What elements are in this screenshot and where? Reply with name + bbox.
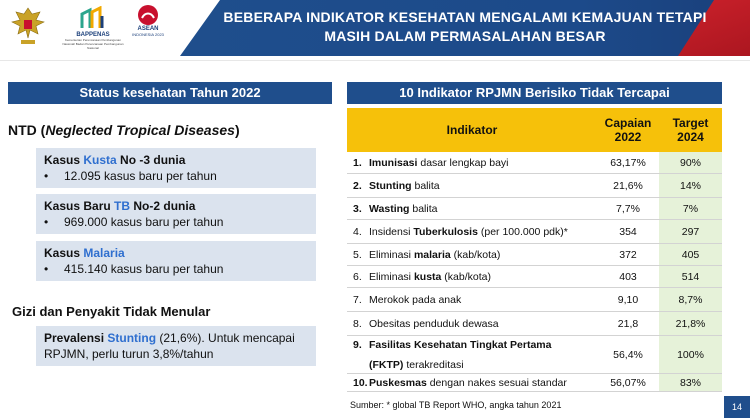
indikator-cell (347, 244, 597, 265)
stat-box-title-pre: Kasus (44, 153, 84, 167)
stat-box-kusta (36, 148, 316, 188)
page-title-line-2: MASIH DALAM PERMASALAHAN BESAR (324, 28, 606, 44)
target-header-line-1: Target (672, 116, 709, 130)
stat-box-title-highlight: Kusta (83, 153, 117, 167)
row-text-bold: Imunisasi (369, 156, 418, 169)
row-text-bold: Tuberkulosis (413, 225, 478, 238)
row-text-pre: Eliminasi (369, 248, 414, 261)
row-number: 1. (353, 156, 362, 169)
stat-box-title-pre: Kasus (44, 246, 84, 260)
table-row (347, 220, 722, 244)
indikator-cell (347, 288, 597, 311)
target-cell: 100% (659, 336, 722, 373)
row-text-pre: Eliminasi (369, 270, 414, 283)
table-row (347, 336, 722, 374)
stat-box-title-highlight: Malaria (83, 246, 125, 260)
table-row (347, 374, 722, 392)
capaian-cell: 372 (619, 248, 637, 261)
stat-box-title-highlight: TB (114, 199, 131, 213)
source-note: Sumber: * global TB Report WHO, angka tahun 2021 (350, 400, 562, 410)
table-row (347, 312, 722, 336)
table-row (347, 288, 722, 312)
row-text-pre: Insidensi (369, 225, 414, 238)
ntd-title-suffix: ) (234, 122, 240, 138)
target-cell: 7% (659, 198, 722, 219)
capaian-cell: 354 (619, 225, 637, 238)
row-number: 3. (353, 202, 362, 215)
row-text-rest: (per 100.000 pdk)* (477, 225, 568, 238)
ntd-title (8, 122, 240, 138)
indikator-cell (347, 220, 597, 243)
left-panel-heading: Status kesehatan Tahun 2022 (8, 82, 332, 104)
target-cell: 405 (659, 244, 722, 265)
target-cell: 83% (659, 374, 722, 391)
capaian-cell: 56,07% (610, 376, 646, 389)
capaian-cell: 9,10 (617, 293, 639, 306)
bappenas-logo-name: BAPPENAS (76, 32, 110, 38)
row-text-bold: Wasting (369, 202, 410, 215)
indikator-cell (347, 174, 597, 197)
indikator-cell (347, 152, 597, 173)
page-title (215, 8, 715, 46)
indikator-cell (347, 374, 597, 391)
stat-box-malaria (36, 241, 316, 281)
stat-box-title-post: No -3 dunia (116, 153, 186, 167)
header-divider (0, 60, 750, 61)
right-panel-heading: 10 Indikator RPJMN Berisiko Tidak Tercapai (347, 82, 722, 104)
ntd-title-prefix: NTD ( (8, 122, 46, 138)
target-cell: 21,8% (659, 312, 722, 335)
page-number: 14 (724, 396, 750, 418)
table-row (347, 198, 722, 220)
row-text-bold: Fasilitas Kesehatan Tingkat Pertama (369, 338, 552, 351)
row-number: 5. (353, 248, 362, 261)
column-header-capaian (597, 108, 659, 152)
row-text-rest: balita (411, 179, 440, 192)
row-text-rest: (kab/kota) (441, 270, 491, 283)
row-text-rest: dasar lengkap bayi (417, 156, 509, 169)
stat-box-item: • 969.000 kasus baru per tahun (44, 214, 308, 230)
table-body (347, 152, 722, 392)
row-text-rest: balita (409, 202, 438, 215)
capaian-cell: 63,17% (610, 156, 646, 169)
indikator-cell (347, 336, 597, 373)
stat-box-item: • 12.095 kasus baru per tahun (44, 168, 308, 184)
row-text-bold: Puskesmas (369, 376, 427, 389)
target-cell: 90% (659, 152, 722, 173)
row-text-pre: Obesitas penduduk dewasa (369, 317, 499, 330)
capaian-cell: 21,6% (613, 179, 643, 192)
row-number: 9. (353, 338, 362, 351)
row-number: 7. (353, 293, 362, 306)
stat-box-item: • 415.140 kasus baru per tahun (44, 261, 308, 277)
bappenas-logo-subtitle: Kementerian Perencanaan Pembangunan Nasional/ Badan Perencanaan Pembangunan Nasional (62, 38, 124, 50)
page-title-line-1: BEBERAPA INDIKATOR KESEHATAN MENGALAMI KEMAJUAN TETAPI (223, 9, 707, 25)
row-number: 10. (353, 376, 368, 389)
ntd-title-italic: Neglected Tropical Diseases (45, 122, 235, 138)
asean-logo-icon (137, 4, 159, 26)
garuda-logo-icon (10, 4, 46, 48)
prevalensi-text: (21,6%). Untuk mencapai RPJMN, perlu turun 3,8%/tahun (44, 331, 295, 361)
row-text-bold: Stunting (369, 179, 412, 192)
target-cell: 297 (659, 220, 722, 243)
target-cell: 14% (659, 174, 722, 197)
row-text-pre: Merokok pada anak (369, 293, 462, 306)
indikator-cell (347, 266, 597, 287)
gizi-title: Gizi dan Penyakit Tidak Menular (12, 304, 211, 319)
table-row (347, 266, 722, 288)
asean-logo-name: ASEAN (137, 26, 159, 32)
capaian-header-line-1: Capaian (604, 116, 652, 130)
indikator-cell (347, 312, 597, 335)
target-cell: 514 (659, 266, 722, 287)
row-text-bold: malaria (413, 248, 451, 261)
asean-logo (128, 4, 168, 52)
row-text-bold-2: (FKTP) (369, 358, 404, 371)
table-row (347, 244, 722, 266)
row-text-rest: dengan nakes sesuai standar (426, 376, 567, 389)
stat-box-title-pre: Kasus Baru (44, 199, 115, 213)
row-text-rest-2: terakreditasi (403, 358, 464, 371)
prevalensi-box (36, 326, 316, 366)
capaian-header-line-2: 2022 (614, 130, 642, 144)
column-header-indikator: Indikator (446, 123, 498, 137)
prevalensi-highlight: Stunting (107, 331, 157, 345)
row-text-rest: (kab/kota) (450, 248, 501, 261)
capaian-cell: 21,8 (617, 317, 639, 330)
target-header-line-2: 2024 (677, 130, 704, 144)
column-header-target (659, 108, 722, 152)
asean-logo-subtitle: INDONESIA 2023 (132, 32, 164, 37)
stat-box-tb (36, 194, 316, 234)
target-cell: 8,7% (659, 288, 722, 311)
stat-box-title (44, 152, 308, 168)
table-row (347, 174, 722, 198)
row-text-bold: kusta (413, 270, 442, 283)
row-number: 6. (353, 270, 362, 283)
prevalensi-label: Prevalensi (44, 331, 108, 345)
row-number: 8. (353, 317, 362, 330)
capaian-cell: 403 (619, 270, 637, 283)
stat-box-title (44, 245, 308, 261)
capaian-cell: 7,7% (616, 202, 640, 215)
indikator-cell (347, 198, 597, 219)
bappenas-logo (62, 6, 124, 50)
stat-box-title (44, 198, 308, 214)
row-number: 2. (353, 179, 362, 192)
capaian-cell: 56,4% (613, 348, 643, 361)
bappenas-logo-icon (78, 6, 108, 32)
row-number: 4. (353, 225, 362, 238)
table-header (347, 108, 722, 152)
indicator-table (347, 108, 722, 392)
stat-box-title-post: No-2 dunia (130, 199, 196, 213)
table-row (347, 152, 722, 174)
